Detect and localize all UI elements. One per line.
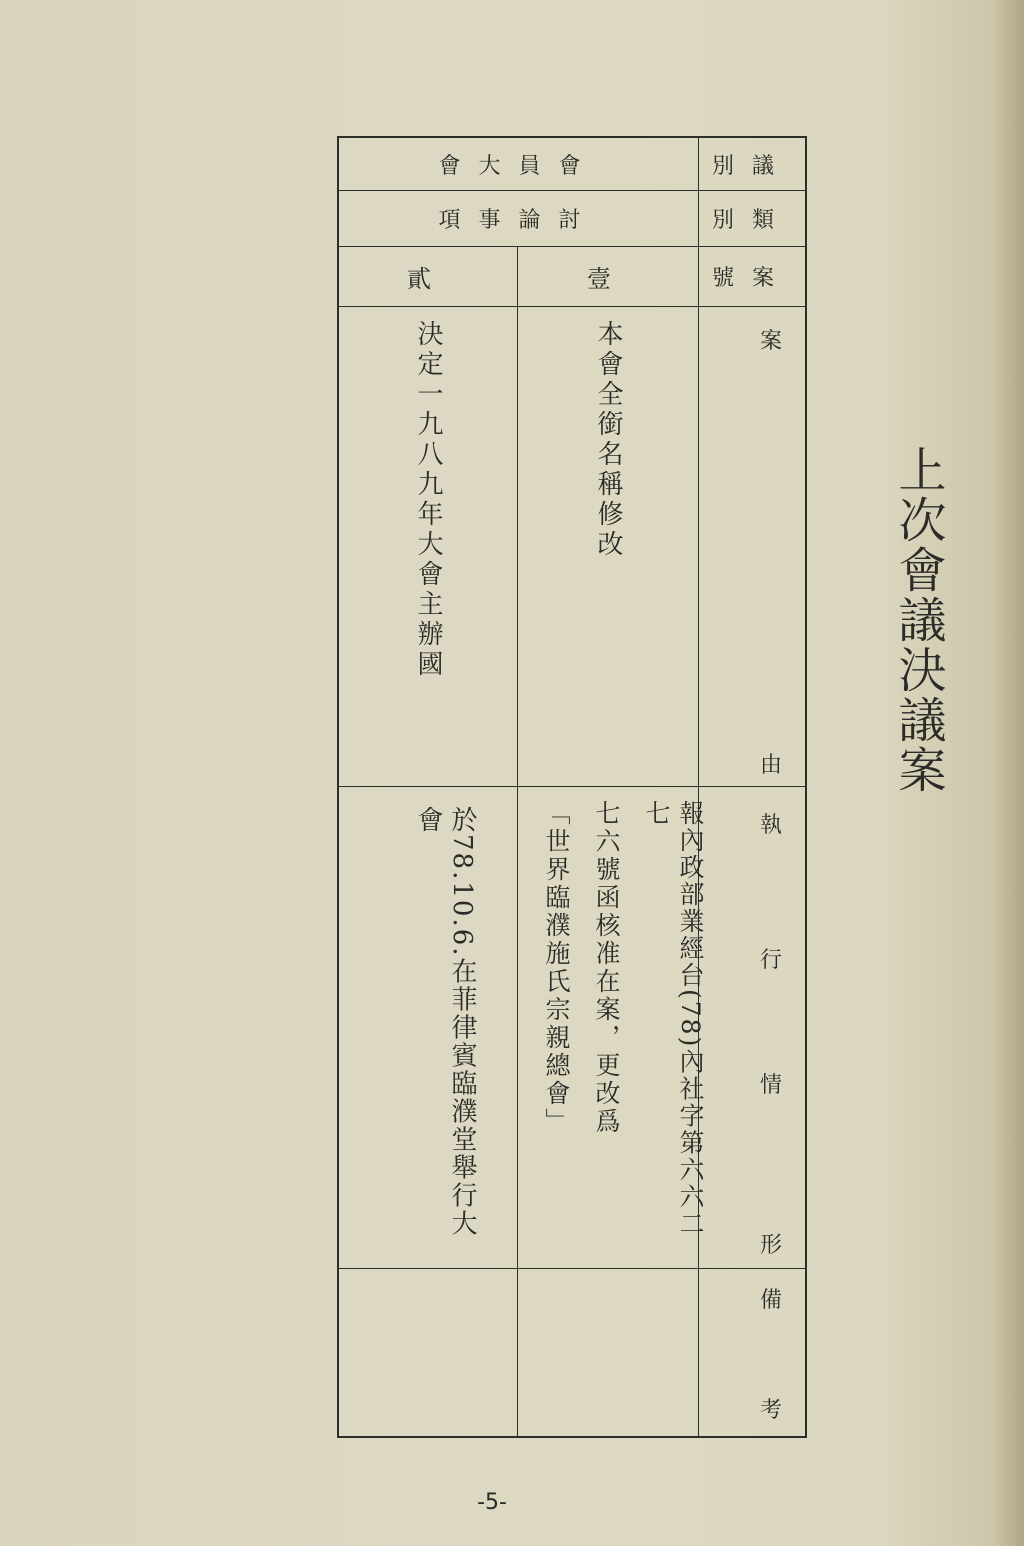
item-1-execution-line-2: 七六號函核准在案，更改爲	[592, 800, 621, 1136]
label-case: 案	[759, 329, 782, 354]
table-rule	[339, 306, 805, 307]
label-note-2: 考	[759, 1398, 782, 1423]
label-exec-3: 情	[759, 1073, 782, 1098]
item-2-reason: 決定一九八九年大會主辦國	[413, 320, 443, 680]
table-rule	[698, 138, 699, 1436]
item-1-execution-line-1: 報內政部業經台(78)內社字第六六二七	[642, 800, 705, 1238]
item-1-reason: 本會全銜名稱修改	[593, 320, 623, 560]
page-title: 上次會議決議案	[890, 445, 946, 795]
label-exec-2: 行	[759, 948, 782, 973]
label-note-1: 備	[759, 1288, 782, 1313]
page-number: -5-	[477, 1490, 507, 1515]
resolution-table	[337, 136, 807, 1438]
item-1-execution-line-3: 「世界臨濮施氏宗親總會」	[542, 800, 571, 1136]
item-1-remarks	[518, 1269, 698, 1435]
header-case-number: 號案	[711, 265, 792, 291]
header-committee: 會大員會	[438, 153, 599, 179]
item-number-1: 壹	[587, 264, 629, 293]
label-exec-4: 形	[759, 1233, 782, 1258]
item-2-execution: 於78.10.6.在菲律賓臨濮堂舉行大會	[413, 806, 477, 1238]
label-exec-1: 執	[759, 813, 782, 838]
item-2-remarks	[339, 1269, 517, 1435]
label-reason: 由	[759, 753, 782, 778]
table-rule	[339, 786, 805, 787]
header-meeting-type: 別議	[711, 153, 792, 179]
page-edge-shadow	[994, 0, 1024, 1546]
table-rule	[517, 246, 518, 1436]
header-category: 別類	[711, 207, 792, 233]
header-discussion: 項事論討	[438, 207, 599, 233]
item-number-2: 貳	[407, 264, 449, 293]
